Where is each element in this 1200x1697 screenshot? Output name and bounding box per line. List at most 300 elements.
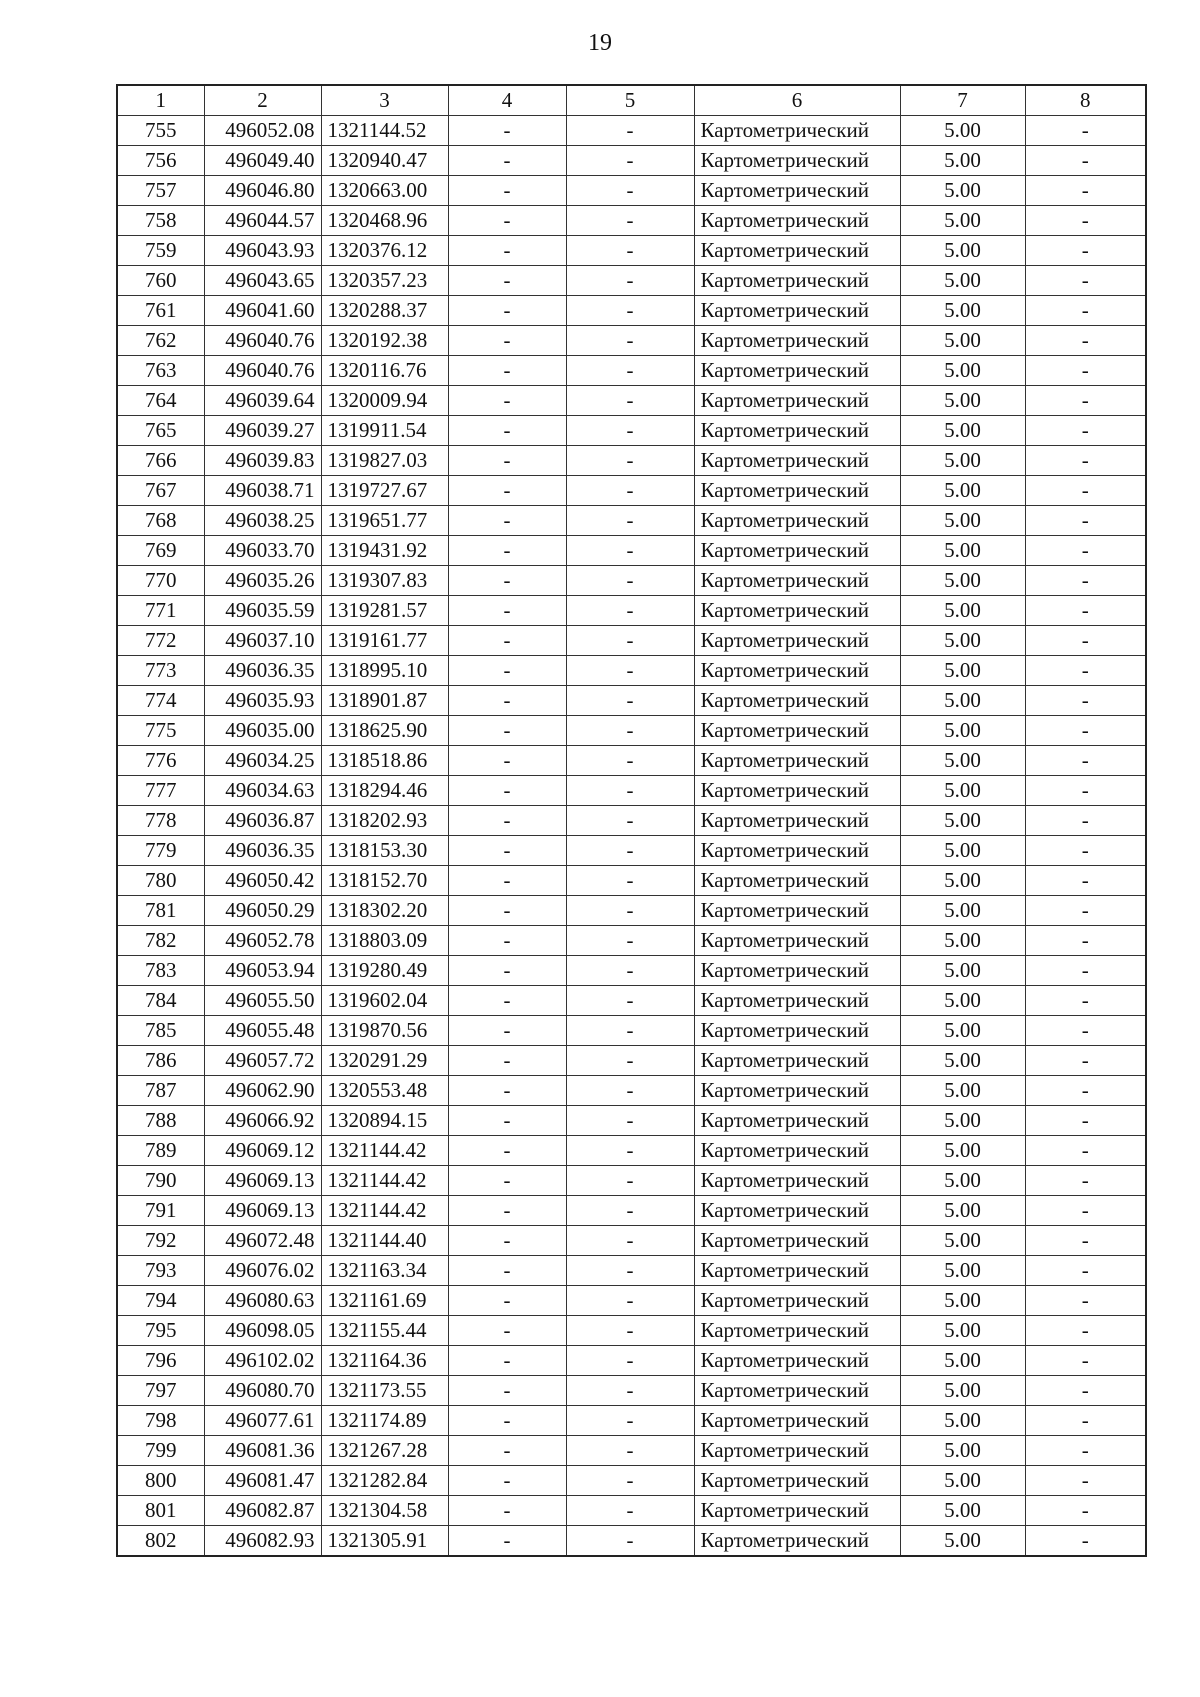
column-5-cell: - [566,1076,694,1106]
y-coordinate-cell: 1320291.29 [321,1046,448,1076]
point-number-cell: 792 [117,1226,204,1256]
method-cell: Картометрический [694,986,900,1016]
method-cell: Картометрический [694,1046,900,1076]
point-number-cell: 777 [117,776,204,806]
column-4-cell: - [448,926,566,956]
column-5-cell: - [566,806,694,836]
y-coordinate-cell: 1319307.83 [321,566,448,596]
column-4-cell: - [448,686,566,716]
column-header: 2 [204,85,321,116]
method-cell: Картометрический [694,566,900,596]
x-coordinate-cell: 496080.63 [204,1286,321,1316]
table-row [117,1076,1146,1106]
y-coordinate-cell: 1318803.09 [321,926,448,956]
column-8-cell: - [1025,776,1146,806]
table-row [117,686,1146,716]
point-number-cell: 758 [117,206,204,236]
x-coordinate-cell: 496039.27 [204,416,321,446]
y-coordinate-cell: 1319602.04 [321,986,448,1016]
table-row [117,326,1146,356]
x-coordinate-cell: 496034.63 [204,776,321,806]
column-4-cell: - [448,1496,566,1526]
accuracy-cell: 5.00 [900,956,1025,986]
column-8-cell: - [1025,1076,1146,1106]
method-cell: Картометрический [694,866,900,896]
point-number-cell: 800 [117,1466,204,1496]
column-5-cell: - [566,356,694,386]
y-coordinate-cell: 1321144.42 [321,1166,448,1196]
y-coordinate-cell: 1321173.55 [321,1376,448,1406]
point-number-cell: 764 [117,386,204,416]
x-coordinate-cell: 496039.83 [204,446,321,476]
accuracy-cell: 5.00 [900,1106,1025,1136]
accuracy-cell: 5.00 [900,1526,1025,1557]
table-row [117,1376,1146,1406]
column-8-cell: - [1025,326,1146,356]
accuracy-cell: 5.00 [900,1436,1025,1466]
column-8-cell: - [1025,746,1146,776]
accuracy-cell: 5.00 [900,1076,1025,1106]
table-row [117,1106,1146,1136]
x-coordinate-cell: 496057.72 [204,1046,321,1076]
method-cell: Картометрический [694,476,900,506]
x-coordinate-cell: 496049.40 [204,146,321,176]
y-coordinate-cell: 1318302.20 [321,896,448,926]
accuracy-cell: 5.00 [900,1196,1025,1226]
point-number-cell: 775 [117,716,204,746]
column-4-cell: - [448,536,566,566]
column-4-cell: - [448,326,566,356]
column-4-cell: - [448,506,566,536]
accuracy-cell: 5.00 [900,716,1025,746]
point-number-cell: 795 [117,1316,204,1346]
point-number-cell: 782 [117,926,204,956]
column-5-cell: - [566,1466,694,1496]
x-coordinate-cell: 496036.35 [204,836,321,866]
column-8-cell: - [1025,926,1146,956]
table-row [117,536,1146,566]
table-row [117,836,1146,866]
point-number-cell: 785 [117,1016,204,1046]
column-8-cell: - [1025,686,1146,716]
table-row [117,1196,1146,1226]
x-coordinate-cell: 496081.36 [204,1436,321,1466]
column-4-cell: - [448,1526,566,1557]
x-coordinate-cell: 496050.42 [204,866,321,896]
method-cell: Картометрический [694,266,900,296]
point-number-cell: 798 [117,1406,204,1436]
column-4-cell: - [448,146,566,176]
column-8-cell: - [1025,206,1146,236]
column-5-cell: - [566,476,694,506]
y-coordinate-cell: 1319911.54 [321,416,448,446]
x-coordinate-cell: 496102.02 [204,1346,321,1376]
column-5-cell: - [566,1166,694,1196]
column-5-cell: - [566,686,694,716]
table-row [117,506,1146,536]
y-coordinate-cell: 1320940.47 [321,146,448,176]
accuracy-cell: 5.00 [900,1136,1025,1166]
accuracy-cell: 5.00 [900,326,1025,356]
column-5-cell: - [566,386,694,416]
y-coordinate-cell: 1320009.94 [321,386,448,416]
table-row [117,176,1146,206]
point-number-cell: 767 [117,476,204,506]
point-number-cell: 760 [117,266,204,296]
accuracy-cell: 5.00 [900,536,1025,566]
point-number-cell: 757 [117,176,204,206]
column-header: 7 [900,85,1025,116]
column-header: 3 [321,85,448,116]
column-5-cell: - [566,296,694,326]
x-coordinate-cell: 496040.76 [204,326,321,356]
column-5-cell: - [566,1346,694,1376]
y-coordinate-cell: 1318153.30 [321,836,448,866]
column-5-cell: - [566,626,694,656]
column-5-cell: - [566,176,694,206]
point-number-cell: 786 [117,1046,204,1076]
column-4-cell: - [448,1316,566,1346]
point-number-cell: 790 [117,1166,204,1196]
table-header-row [117,85,1146,116]
accuracy-cell: 5.00 [900,266,1025,296]
y-coordinate-cell: 1320116.76 [321,356,448,386]
y-coordinate-cell: 1318294.46 [321,776,448,806]
column-5-cell: - [566,416,694,446]
y-coordinate-cell: 1319431.92 [321,536,448,566]
x-coordinate-cell: 496041.60 [204,296,321,326]
column-8-cell: - [1025,1316,1146,1346]
point-number-cell: 771 [117,596,204,626]
table-row [117,1046,1146,1076]
method-cell: Картометрический [694,506,900,536]
point-number-cell: 770 [117,566,204,596]
table-row [117,1256,1146,1286]
column-5-cell: - [566,536,694,566]
column-8-cell: - [1025,1016,1146,1046]
method-cell: Картометрический [694,1466,900,1496]
method-cell: Картометрический [694,236,900,266]
column-4-cell: - [448,806,566,836]
method-cell: Картометрический [694,956,900,986]
accuracy-cell: 5.00 [900,866,1025,896]
y-coordinate-cell: 1320376.12 [321,236,448,266]
column-5-cell: - [566,716,694,746]
method-cell: Картометрический [694,1316,900,1346]
column-5-cell: - [566,1226,694,1256]
table-row [117,146,1146,176]
method-cell: Картометрический [694,1076,900,1106]
column-4-cell: - [448,1076,566,1106]
column-8-cell: - [1025,1046,1146,1076]
column-8-cell: - [1025,1436,1146,1466]
accuracy-cell: 5.00 [900,926,1025,956]
column-4-cell: - [448,1286,566,1316]
accuracy-cell: 5.00 [900,206,1025,236]
column-5-cell: - [566,1136,694,1166]
column-4-cell: - [448,1196,566,1226]
y-coordinate-cell: 1321282.84 [321,1466,448,1496]
method-cell: Картометрический [694,176,900,206]
method-cell: Картометрический [694,776,900,806]
column-5-cell: - [566,446,694,476]
table-row [117,926,1146,956]
column-4-cell: - [448,1136,566,1166]
column-8-cell: - [1025,116,1146,146]
point-number-cell: 761 [117,296,204,326]
y-coordinate-cell: 1319281.57 [321,596,448,626]
point-number-cell: 794 [117,1286,204,1316]
method-cell: Картометрический [694,1406,900,1436]
column-5-cell: - [566,1256,694,1286]
x-coordinate-cell: 496040.76 [204,356,321,386]
x-coordinate-cell: 496038.71 [204,476,321,506]
x-coordinate-cell: 496035.59 [204,596,321,626]
table-row [117,1436,1146,1466]
column-5-cell: - [566,236,694,266]
x-coordinate-cell: 496053.94 [204,956,321,986]
point-number-cell: 778 [117,806,204,836]
column-8-cell: - [1025,1256,1146,1286]
point-number-cell: 773 [117,656,204,686]
column-8-cell: - [1025,836,1146,866]
column-5-cell: - [566,206,694,236]
table-row [117,1316,1146,1346]
x-coordinate-cell: 496081.47 [204,1466,321,1496]
column-8-cell: - [1025,416,1146,446]
x-coordinate-cell: 496069.13 [204,1196,321,1226]
table-row [117,1466,1146,1496]
column-8-cell: - [1025,626,1146,656]
point-number-cell: 801 [117,1496,204,1526]
column-5-cell: - [566,116,694,146]
accuracy-cell: 5.00 [900,446,1025,476]
accuracy-cell: 5.00 [900,1346,1025,1376]
point-number-cell: 783 [117,956,204,986]
point-number-cell: 779 [117,836,204,866]
column-5-cell: - [566,956,694,986]
y-coordinate-cell: 1320468.96 [321,206,448,236]
column-5-cell: - [566,1106,694,1136]
column-5-cell: - [566,1526,694,1557]
column-4-cell: - [448,896,566,926]
method-cell: Картометрический [694,1256,900,1286]
accuracy-cell: 5.00 [900,1406,1025,1436]
x-coordinate-cell: 496039.64 [204,386,321,416]
column-4-cell: - [448,116,566,146]
accuracy-cell: 5.00 [900,296,1025,326]
column-5-cell: - [566,596,694,626]
method-cell: Картометрический [694,1226,900,1256]
column-4-cell: - [448,1256,566,1286]
accuracy-cell: 5.00 [900,1496,1025,1526]
column-4-cell: - [448,236,566,266]
x-coordinate-cell: 496034.25 [204,746,321,776]
column-header: 5 [566,85,694,116]
x-coordinate-cell: 496076.02 [204,1256,321,1286]
method-cell: Картометрический [694,656,900,686]
y-coordinate-cell: 1319870.56 [321,1016,448,1046]
method-cell: Картометрический [694,896,900,926]
column-8-cell: - [1025,656,1146,686]
y-coordinate-cell: 1321174.89 [321,1406,448,1436]
x-coordinate-cell: 496044.57 [204,206,321,236]
table-row [117,1016,1146,1046]
column-8-cell: - [1025,236,1146,266]
column-4-cell: - [448,1106,566,1136]
y-coordinate-cell: 1319827.03 [321,446,448,476]
accuracy-cell: 5.00 [900,146,1025,176]
table-row [117,626,1146,656]
column-8-cell: - [1025,1346,1146,1376]
table-row [117,1136,1146,1166]
accuracy-cell: 5.00 [900,1466,1025,1496]
method-cell: Картометрический [694,626,900,656]
table-row [117,1526,1146,1557]
table-row [117,896,1146,926]
method-cell: Картометрический [694,1196,900,1226]
y-coordinate-cell: 1320553.48 [321,1076,448,1106]
method-cell: Картометрический [694,596,900,626]
table-row [117,266,1146,296]
column-4-cell: - [448,1436,566,1466]
column-4-cell: - [448,356,566,386]
accuracy-cell: 5.00 [900,1166,1025,1196]
column-4-cell: - [448,476,566,506]
column-5-cell: - [566,266,694,296]
point-number-cell: 789 [117,1136,204,1166]
accuracy-cell: 5.00 [900,656,1025,686]
point-number-cell: 780 [117,866,204,896]
column-8-cell: - [1025,506,1146,536]
column-4-cell: - [448,596,566,626]
y-coordinate-cell: 1319161.77 [321,626,448,656]
column-5-cell: - [566,776,694,806]
x-coordinate-cell: 496036.87 [204,806,321,836]
table-row [117,116,1146,146]
column-5-cell: - [566,1436,694,1466]
y-coordinate-cell: 1319651.77 [321,506,448,536]
column-4-cell: - [448,266,566,296]
column-5-cell: - [566,986,694,1016]
table-row [117,1166,1146,1196]
accuracy-cell: 5.00 [900,1256,1025,1286]
column-header: 1 [117,85,204,116]
x-coordinate-cell: 496052.08 [204,116,321,146]
column-4-cell: - [448,626,566,656]
x-coordinate-cell: 496043.65 [204,266,321,296]
column-8-cell: - [1025,476,1146,506]
method-cell: Картометрический [694,296,900,326]
accuracy-cell: 5.00 [900,1226,1025,1256]
column-8-cell: - [1025,1376,1146,1406]
x-coordinate-cell: 496055.48 [204,1016,321,1046]
y-coordinate-cell: 1319727.67 [321,476,448,506]
point-number-cell: 769 [117,536,204,566]
column-8-cell: - [1025,1466,1146,1496]
column-4-cell: - [448,1346,566,1376]
accuracy-cell: 5.00 [900,596,1025,626]
table-row [117,1226,1146,1256]
y-coordinate-cell: 1321144.52 [321,116,448,146]
method-cell: Картометрический [694,1526,900,1557]
accuracy-cell: 5.00 [900,986,1025,1016]
y-coordinate-cell: 1321161.69 [321,1286,448,1316]
column-header: 6 [694,85,900,116]
x-coordinate-cell: 496037.10 [204,626,321,656]
column-5-cell: - [566,1376,694,1406]
method-cell: Картометрический [694,146,900,176]
x-coordinate-cell: 496052.78 [204,926,321,956]
x-coordinate-cell: 496082.87 [204,1496,321,1526]
accuracy-cell: 5.00 [900,506,1025,536]
point-number-cell: 802 [117,1526,204,1557]
table-row [117,746,1146,776]
point-number-cell: 765 [117,416,204,446]
column-4-cell: - [448,1016,566,1046]
column-4-cell: - [448,656,566,686]
point-number-cell: 762 [117,326,204,356]
point-number-cell: 788 [117,1106,204,1136]
point-number-cell: 768 [117,506,204,536]
point-number-cell: 796 [117,1346,204,1376]
column-4-cell: - [448,1376,566,1406]
column-8-cell: - [1025,716,1146,746]
table-row [117,1286,1146,1316]
point-number-cell: 756 [117,146,204,176]
column-8-cell: - [1025,536,1146,566]
column-8-cell: - [1025,1166,1146,1196]
column-4-cell: - [448,446,566,476]
accuracy-cell: 5.00 [900,566,1025,596]
column-8-cell: - [1025,266,1146,296]
table-row [117,416,1146,446]
table-row [117,866,1146,896]
column-8-cell: - [1025,386,1146,416]
x-coordinate-cell: 496035.00 [204,716,321,746]
accuracy-cell: 5.00 [900,356,1025,386]
method-cell: Картометрический [694,926,900,956]
column-5-cell: - [566,1406,694,1436]
y-coordinate-cell: 1321267.28 [321,1436,448,1466]
column-8-cell: - [1025,1136,1146,1166]
y-coordinate-cell: 1318901.87 [321,686,448,716]
accuracy-cell: 5.00 [900,1046,1025,1076]
x-coordinate-cell: 496072.48 [204,1226,321,1256]
column-8-cell: - [1025,1106,1146,1136]
method-cell: Картометрический [694,1496,900,1526]
x-coordinate-cell: 496082.93 [204,1526,321,1557]
column-8-cell: - [1025,1286,1146,1316]
column-4-cell: - [448,296,566,326]
accuracy-cell: 5.00 [900,176,1025,206]
x-coordinate-cell: 496080.70 [204,1376,321,1406]
column-4-cell: - [448,986,566,1016]
x-coordinate-cell: 496066.92 [204,1106,321,1136]
column-5-cell: - [566,1046,694,1076]
x-coordinate-cell: 496038.25 [204,506,321,536]
method-cell: Картометрический [694,1376,900,1406]
x-coordinate-cell: 496046.80 [204,176,321,206]
column-header: 8 [1025,85,1146,116]
column-4-cell: - [448,956,566,986]
accuracy-cell: 5.00 [900,836,1025,866]
method-cell: Картометрический [694,326,900,356]
y-coordinate-cell: 1320288.37 [321,296,448,326]
table-row [117,566,1146,596]
point-number-cell: 793 [117,1256,204,1286]
column-header: 4 [448,85,566,116]
